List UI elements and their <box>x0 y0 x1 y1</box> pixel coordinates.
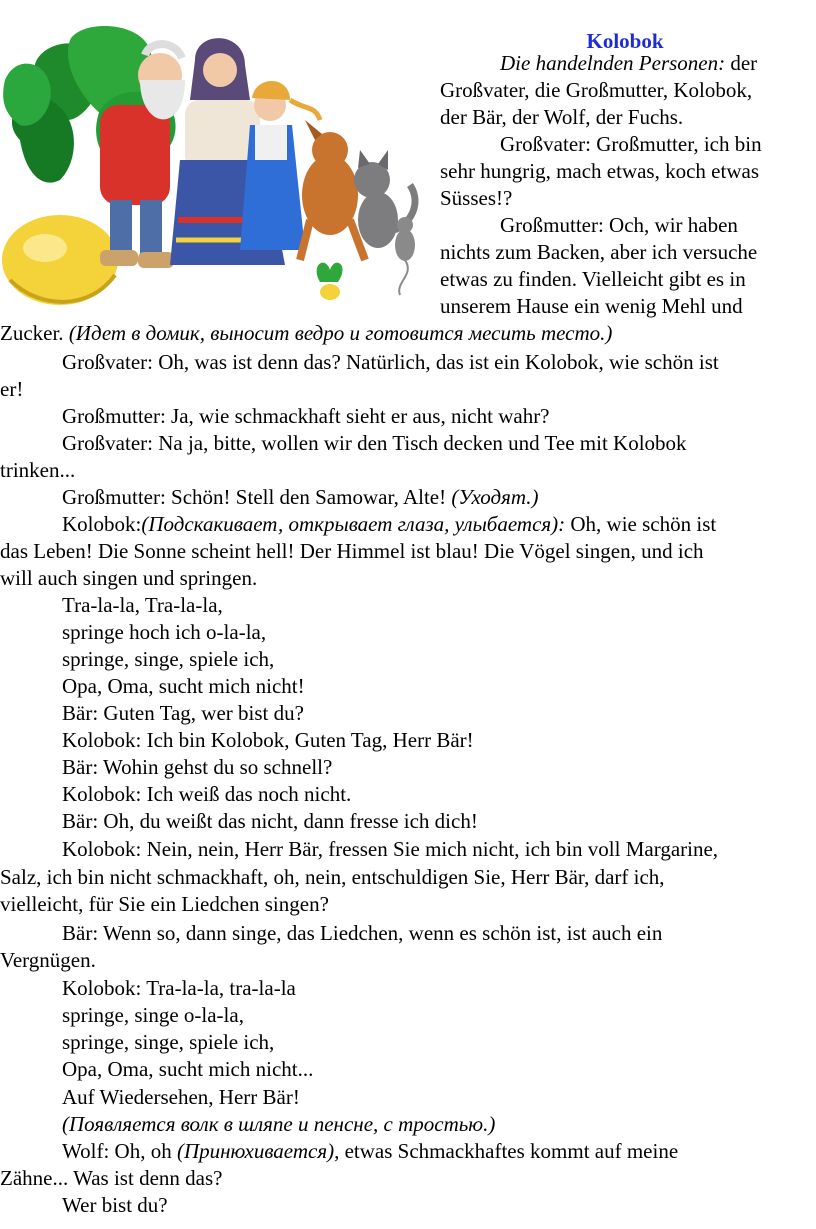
line-text: Großvater: Oh, was ist denn das? Natürlich, das ist ein Kolobok, wie schön ist <box>62 350 719 374</box>
line-text: Bär: Oh, du weißt das nicht, dann fresse ich dich! <box>62 809 478 833</box>
line-text: Wolf: Oh, oh <box>62 1139 177 1163</box>
text-line <box>62 403 550 430</box>
text-line <box>0 538 704 565</box>
line-text: Tra-la-la, Tra-la-la, <box>62 593 223 617</box>
text-line <box>440 266 746 293</box>
stage-direction: (Уходят.) <box>451 485 539 509</box>
line-text: vielleicht, für Sie ein Liedchen singen? <box>0 892 329 916</box>
text-line <box>0 457 75 484</box>
line-text: Oh, wie schön ist <box>565 512 717 536</box>
text-line <box>62 430 687 457</box>
text-line <box>0 947 96 974</box>
text-line <box>62 1111 495 1138</box>
line-text: der <box>725 51 758 75</box>
line-text: springe, singe o-la-la, <box>62 1003 244 1027</box>
line-text: Wer bist du? <box>62 1193 168 1217</box>
text-line <box>500 212 738 239</box>
line-text: Kolobok: Ich weiß das noch nicht. <box>62 782 352 806</box>
text-line <box>62 484 539 511</box>
line-text: Großmutter: Schön! Stell den Samowar, Alte! <box>62 485 452 509</box>
line-text: unserem Hause ein wenig Mehl und <box>440 294 743 318</box>
text-line <box>0 376 23 403</box>
text-line <box>62 700 304 727</box>
text-line <box>62 349 719 376</box>
line-text: Großvater, die Großmutter, Kolobok, <box>440 78 753 102</box>
line-text: Kolobok: Nein, nein, Herr Bär, fressen Sie mich nicht, ich bin voll Margarine, <box>62 837 719 861</box>
stage-direction: (Подскакивает, открывает глаза, улыбается): <box>141 512 566 536</box>
line-text: springe, singe, spiele ich, <box>62 647 275 671</box>
text-line <box>62 727 474 754</box>
text-line <box>500 131 762 158</box>
text-line <box>62 781 351 808</box>
line-text: Zucker. <box>0 321 69 345</box>
line-text: springe hoch ich o-la-la, <box>62 620 267 644</box>
mouse <box>395 217 415 295</box>
text-line <box>62 1084 300 1111</box>
text-line <box>0 320 612 347</box>
text-line <box>62 511 716 538</box>
text-line <box>440 185 512 212</box>
text-line <box>62 646 274 673</box>
text-line <box>62 1192 168 1219</box>
line-text: Bär: Wohin gehst du so schnell? <box>62 755 333 779</box>
stage-direction: (Идет в домик, выносит ведро и готовится месить тесто.) <box>68 321 613 345</box>
line-text: Opa, Oma, sucht mich nicht... <box>62 1057 314 1081</box>
text-line <box>62 592 223 619</box>
text-line <box>0 1165 222 1192</box>
text-line <box>0 864 665 891</box>
line-text: Kolobok: Ich bin Kolobok, Guten Tag, Herr Bär! <box>62 728 474 752</box>
line-text: etwas Schmackhaftes kommt auf meine <box>339 1139 679 1163</box>
text-line <box>62 1029 274 1056</box>
line-text: trinken... <box>0 458 76 482</box>
line-text: er! <box>0 377 24 401</box>
text-line <box>62 975 296 1002</box>
line-text: Zähne... Was ist denn das? <box>0 1166 223 1190</box>
line-text: das Leben! Die Sonne scheint hell! Der Himmel ist blau! Die Vögel singen, und ich <box>0 539 704 563</box>
line-text: Vergnügen. <box>0 948 96 972</box>
text-line <box>62 808 478 835</box>
text-line <box>440 104 683 131</box>
line-text: Bär: Guten Tag, wer bist du? <box>62 701 304 725</box>
line-text: springe, singe, spiele ich, <box>62 1030 275 1054</box>
line-text: der Bär, der Wolf, der Fuchs. <box>440 105 684 129</box>
line-text: Großmutter: Och, wir haben <box>500 213 738 237</box>
text-line <box>62 1056 313 1083</box>
line-text: Kolobok: Tra-la-la, tra-la-la <box>62 976 296 1000</box>
text-line <box>62 1138 678 1165</box>
small-plant <box>317 263 343 300</box>
text-line <box>0 891 329 918</box>
line-text: Kolobok: <box>62 512 142 536</box>
text-line <box>440 293 743 320</box>
stage-direction: Die handelnden Personen: <box>500 51 726 75</box>
line-text: sehr hungrig, mach etwas, koch etwas <box>440 159 759 183</box>
stage-direction: (Принюхивается), <box>176 1139 340 1163</box>
text-line <box>0 565 257 592</box>
line-text: Großmutter: Ja, wie schmackhaft sieht er aus, nicht wahr? <box>62 404 550 428</box>
text-line <box>62 619 266 646</box>
text-line <box>62 1002 244 1029</box>
stage-direction: (Появляется волк в шляпе и пенсне, с тростью.) <box>62 1112 496 1136</box>
line-text: Süsses!? <box>440 186 513 210</box>
line-text: Opa, Oma, sucht mich nicht! <box>62 674 305 698</box>
text-line <box>440 158 759 185</box>
fairy-tale-illustration <box>0 20 430 305</box>
text-line <box>500 50 757 77</box>
line-text: etwas zu finden. Vielleicht gibt es in <box>440 267 746 291</box>
line-text: Großvater: Großmutter, ich bin <box>500 132 762 156</box>
text-line <box>440 77 752 104</box>
line-text: will auch singen und springen. <box>0 566 258 590</box>
line-text: Großvater: Na ja, bitte, wollen wir den Tisch decken und Tee mit Kolobok <box>62 431 687 455</box>
text-line <box>62 673 305 700</box>
line-text: nichts zum Backen, aber ich versuche <box>440 240 758 264</box>
text-line <box>62 920 662 947</box>
text-line <box>440 239 757 266</box>
text-line <box>62 754 332 781</box>
dog <box>300 120 365 260</box>
text-line <box>62 836 718 863</box>
document-title: Kolobok <box>586 29 664 53</box>
line-text: Bär: Wenn so, dann singe, das Liedchen, wenn es schön ist, ist auch ein <box>62 921 663 945</box>
line-text: Auf Wiedersehen, Herr Bär! <box>62 1085 300 1109</box>
line-text: Salz, ich bin nicht schmackhaft, oh, nein, entschuldigen Sie, Herr Bär, darf ich, <box>0 865 665 889</box>
